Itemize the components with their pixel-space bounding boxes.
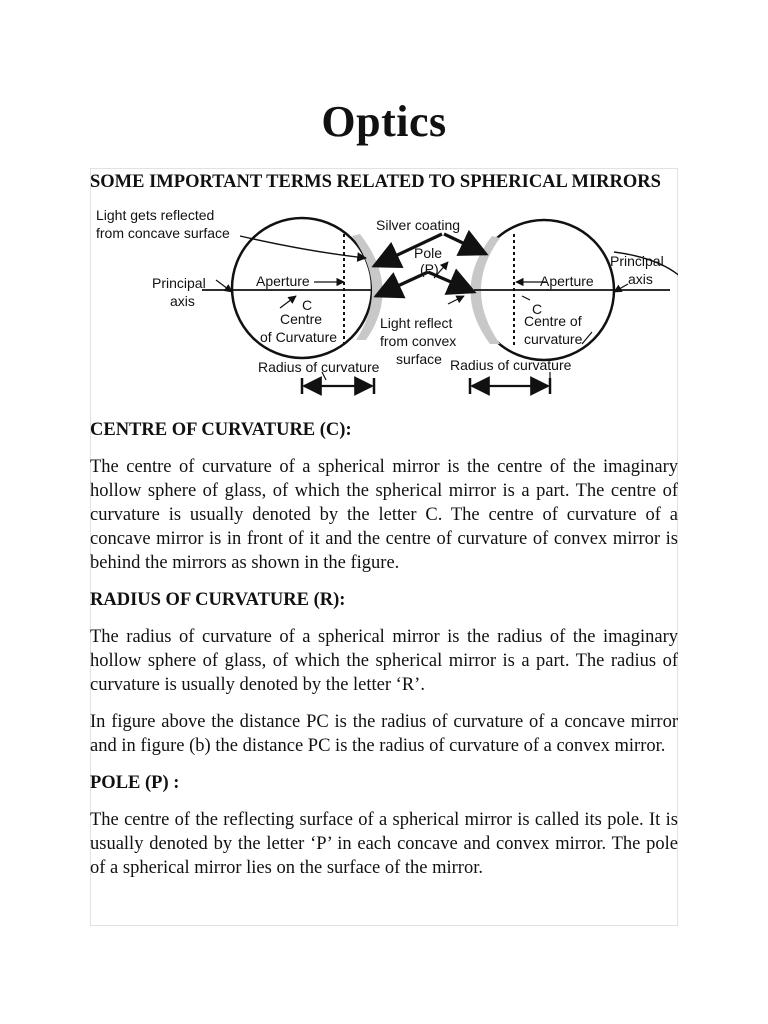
label-silver-coating: Silver coating	[376, 217, 461, 233]
label-light-convex-2: from convex	[380, 333, 457, 349]
label-c-right: C	[532, 301, 543, 317]
label-centre-left-1: Centre	[280, 311, 323, 327]
label-centre-right-2: curvature	[524, 331, 583, 347]
label-light-reflected-2: from concave surface	[96, 225, 230, 241]
label-light-convex-3: surface	[396, 351, 442, 367]
label-centre-right-1: Centre of	[524, 313, 582, 329]
silver-coating-left	[352, 234, 383, 340]
spherical-mirrors-diagram	[90, 200, 678, 404]
label-aperture-left: Aperture	[256, 273, 310, 289]
pole-text: The centre of the reflecting surface of a spherical mirror is called its pole. It is usually denoted by the letter ‘P’ in each concave and convex mirror. The pole of a spherical mirror lies on the surface of the mirror.	[90, 810, 678, 878]
intro-heading: SOME IMPORTANT TERMS RELATED TO SPHERICAL MIRRORS	[90, 172, 661, 192]
radius-of-curvature-text-2: In figure above the distance PC is the radius of curvature of a concave mirror and in figure (b) the distance PC is the radius of curvature of a convex mirror.	[90, 712, 678, 756]
radius-of-curvature-heading: RADIUS OF CURVATURE (R):	[90, 590, 346, 610]
label-radius-left: Radius of curvature	[258, 359, 380, 375]
label-pole-1: Pole	[414, 245, 443, 261]
label-principal-right-2: axis	[628, 271, 653, 287]
centre-of-curvature-heading: CENTRE OF CURVATURE (C):	[90, 420, 352, 440]
label-light-convex-1: Light reflect	[380, 315, 453, 331]
label-c-left: C	[302, 297, 313, 313]
label-principal-right-1: Principal	[610, 253, 664, 269]
silver-coating-arrow-right	[444, 234, 486, 254]
pole-heading: POLE (P) :	[90, 773, 180, 793]
page-title: Optics	[321, 97, 447, 146]
c-pointer-left	[280, 296, 296, 308]
light-reflected-pointer	[240, 236, 366, 258]
label-centre-left-2: of Curvature	[260, 329, 338, 345]
c-pointer-right	[522, 296, 530, 300]
label-principal-left-1: Principal	[152, 275, 206, 291]
label-radius-right: Radius of curvature	[450, 357, 572, 373]
label-aperture-right: Aperture	[540, 273, 594, 289]
centre-of-curvature-text: The centre of curvature of a spherical mirror is the centre of the imaginary hollow sphere of glass, of which the spherical mirror is a part. The centre of curvature is usually denoted by the letter C. The centre of curvature of a concave mirror is in front of it and the centre of curvature of convex mirror is behind the mirrors as shown in the figure.	[90, 457, 678, 573]
content-body	[90, 170, 678, 880]
light-reflect-pointer	[448, 296, 464, 304]
label-pole-2: (P)	[420, 261, 439, 277]
radius-of-curvature-text: The radius of curvature of a spherical mirror is the radius of the imaginary hollow sphere of glass, of which the spherical mirror is a part. The radius of curvature is usually denoted by the letter ‘R’.	[90, 627, 678, 695]
label-principal-left-2: axis	[170, 293, 195, 309]
label-light-reflected-1: Light gets reflected	[96, 207, 215, 223]
